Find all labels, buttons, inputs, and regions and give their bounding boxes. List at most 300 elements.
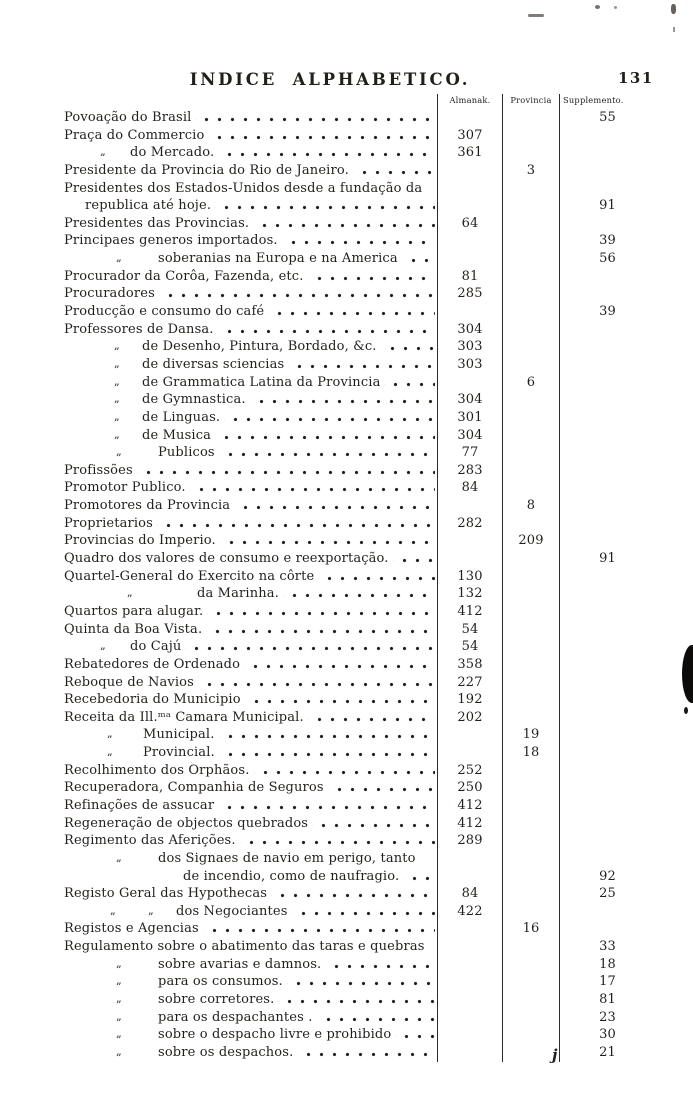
provincia-value	[502, 956, 559, 974]
entry-content	[64, 268, 437, 286]
provincia-value	[502, 832, 559, 850]
index-row	[64, 815, 655, 833]
index-row	[64, 303, 655, 321]
supplemento-value	[559, 832, 655, 850]
provincia-value: 19	[502, 726, 559, 744]
entry-content	[64, 726, 437, 744]
provincia-value	[502, 268, 559, 286]
supplemento-value	[559, 515, 655, 533]
dot-leader	[268, 303, 435, 321]
dot-leader	[318, 568, 435, 586]
supplemento-value	[559, 621, 655, 639]
supplemento-value: 21	[559, 1044, 655, 1062]
entry-label: Quartos para alugar.	[64, 603, 204, 619]
provincia-value	[502, 938, 559, 956]
entry-label: Rebatedores de Ordenado	[64, 656, 241, 672]
index-row	[64, 515, 655, 533]
almanak-value	[437, 250, 502, 268]
entry-content	[64, 144, 437, 162]
provincia-value	[502, 1009, 559, 1027]
index-row	[64, 444, 655, 462]
ditto-mark: „	[116, 1044, 122, 1058]
provincia-value: 3	[502, 162, 559, 180]
supplemento-value: 91	[559, 550, 655, 568]
provincia-value	[502, 409, 559, 427]
dot-leader	[218, 797, 435, 815]
entry-content	[64, 215, 437, 233]
index-row	[64, 903, 655, 921]
index-row	[64, 550, 655, 568]
almanak-value: 130	[437, 568, 502, 586]
index-row	[64, 1026, 655, 1044]
ditto-mark: „	[116, 1027, 122, 1041]
almanak-value	[437, 744, 502, 762]
entry-label: Regimento das Aferições.	[64, 833, 236, 849]
supplemento-value	[559, 638, 655, 656]
entry-content	[64, 585, 437, 603]
ditto-mark: „	[116, 445, 122, 459]
supplemento-value	[559, 391, 655, 409]
entry-content	[64, 497, 437, 515]
dot-leader	[393, 550, 435, 568]
index-row	[64, 321, 655, 339]
supplemento-value: 18	[559, 956, 655, 974]
almanak-value	[437, 920, 502, 938]
supplemento-value: 39	[559, 303, 655, 321]
entry-label: Principaes generos importados.	[64, 233, 278, 249]
entry-content	[64, 479, 437, 497]
supplemento-value	[559, 603, 655, 621]
almanak-value	[437, 991, 502, 1009]
entry-label: Proprietarios	[64, 515, 153, 531]
dot-leader	[328, 779, 435, 797]
entry-label: Procurador da Corôa, Fazenda, etc.	[64, 268, 304, 284]
dot-leader	[218, 144, 435, 162]
index-row	[64, 920, 655, 938]
index-row	[64, 674, 655, 692]
provincia-value	[502, 109, 559, 127]
entry-label: Producção e consumo do café	[64, 304, 265, 320]
entry-label: da Marinha.	[197, 586, 279, 602]
dot-leader	[402, 250, 435, 268]
provincia-value	[502, 427, 559, 445]
dot-leader	[288, 356, 435, 374]
supplemento-value	[559, 427, 655, 445]
entry-content	[64, 973, 437, 991]
index-row	[64, 215, 655, 233]
entry-content	[64, 109, 437, 127]
entry-content	[64, 621, 437, 639]
dot-leader	[308, 268, 435, 286]
almanak-value: 202	[437, 709, 502, 727]
ditto-mark: „	[110, 903, 116, 917]
supplemento-value	[559, 797, 655, 815]
almanak-value: 412	[437, 603, 502, 621]
entry-content	[64, 321, 437, 339]
almanak-value	[437, 938, 502, 956]
index-row	[64, 409, 655, 427]
entry-label: de Grammatica Latina da Provincia	[142, 374, 381, 390]
dot-leader	[218, 321, 435, 339]
dot-leader	[287, 973, 435, 991]
almanak-value: 84	[437, 479, 502, 497]
entry-label: Provincial.	[143, 745, 215, 761]
entry-label: soberanias na Europa e na America	[158, 251, 398, 267]
entry-label: Regeneração de objectos quebrados	[64, 815, 309, 831]
almanak-value: 227	[437, 674, 502, 692]
entry-label: de Musica	[142, 427, 212, 443]
dot-leader	[253, 215, 435, 233]
entry-content	[64, 1009, 437, 1027]
entry-label: Professores de Dansa.	[64, 321, 214, 337]
entry-content	[64, 868, 437, 886]
entry-content	[64, 303, 437, 321]
index-row	[64, 338, 655, 356]
index-row	[64, 656, 655, 674]
entry-content	[64, 409, 437, 427]
index-table	[64, 94, 655, 1062]
provincia-value	[502, 462, 559, 480]
index-row	[64, 638, 655, 656]
supplemento-value	[559, 180, 655, 198]
dot-leader	[250, 391, 435, 409]
almanak-value: 361	[437, 144, 502, 162]
provincia-value	[502, 391, 559, 409]
supplemento-value: 91	[559, 197, 655, 215]
entry-content	[64, 603, 437, 621]
entry-content	[64, 127, 437, 145]
index-row	[64, 850, 655, 868]
almanak-value: 412	[437, 815, 502, 833]
dot-leader	[403, 868, 435, 886]
index-row	[64, 232, 655, 250]
entry-label: Refinações de assucar	[64, 797, 215, 813]
provincia-value	[502, 621, 559, 639]
entry-content	[64, 197, 437, 215]
almanak-value: 422	[437, 903, 502, 921]
entry-label: de Linguas.	[142, 409, 221, 425]
provincia-value	[502, 585, 559, 603]
signature-mark: j	[552, 1046, 558, 1064]
dot-leader	[244, 656, 435, 674]
ditto-mark: „	[148, 903, 154, 917]
entry-label: de diversas sciencias	[142, 356, 285, 372]
provincia-value	[502, 797, 559, 815]
entry-content	[64, 903, 437, 921]
provincia-value	[502, 444, 559, 462]
almanak-value	[437, 973, 502, 991]
dot-leader	[254, 762, 435, 780]
provincia-value	[502, 603, 559, 621]
dot-leader	[278, 991, 435, 1009]
provincia-value	[502, 850, 559, 868]
entry-content	[64, 850, 437, 868]
ditto-mark: „	[116, 850, 122, 864]
dot-leader	[219, 726, 435, 744]
index-row	[64, 956, 655, 974]
dot-leader	[185, 638, 435, 656]
entry-label: Receita da Ill.ᵐᵃ Camara Municipal.	[64, 709, 304, 725]
dot-leader	[245, 691, 435, 709]
dot-leader	[381, 338, 435, 356]
column-header-supplemento: Supplemento.	[559, 94, 655, 109]
ditto-mark: „	[116, 974, 122, 988]
index-row	[64, 621, 655, 639]
index-row	[64, 938, 655, 956]
entry-content	[64, 427, 437, 445]
index-row	[64, 973, 655, 991]
supplemento-value	[559, 744, 655, 762]
supplemento-value	[559, 532, 655, 550]
ditto-mark: „	[114, 427, 120, 441]
dot-leader	[208, 127, 435, 145]
supplemento-value	[559, 920, 655, 938]
index-row	[64, 868, 655, 886]
entry-label: Registos e Agencias	[64, 921, 199, 937]
supplemento-value	[559, 356, 655, 374]
index-row	[64, 391, 655, 409]
entry-content	[64, 550, 437, 568]
entry-label: sobre o despacho livre e prohibido	[158, 1027, 392, 1043]
index-row	[64, 197, 655, 215]
almanak-value: 282	[437, 515, 502, 533]
entry-content	[64, 797, 437, 815]
entry-label: para os consumos.	[158, 974, 283, 990]
ink-speck	[528, 14, 544, 17]
almanak-value	[437, 1026, 502, 1044]
supplemento-value	[559, 409, 655, 427]
entry-content	[64, 338, 437, 356]
ditto-mark: „	[116, 1009, 122, 1023]
index-row	[64, 779, 655, 797]
almanak-value: 252	[437, 762, 502, 780]
supplemento-value	[559, 762, 655, 780]
entry-content	[64, 656, 437, 674]
almanak-value: 285	[437, 285, 502, 303]
dot-leader	[240, 832, 435, 850]
entry-content	[64, 356, 437, 374]
dot-leader	[215, 427, 435, 445]
almanak-value	[437, 1044, 502, 1062]
provincia-value	[502, 656, 559, 674]
almanak-value: 132	[437, 585, 502, 603]
page-title: INDICE ALPHABETICO.	[189, 70, 471, 89]
entry-label: Profissões	[64, 462, 133, 478]
provincia-value	[502, 638, 559, 656]
dot-leader	[203, 920, 435, 938]
index-row	[64, 532, 655, 550]
supplemento-value	[559, 497, 655, 515]
ditto-mark: „	[116, 251, 122, 265]
index-row	[64, 1009, 655, 1027]
index-row	[64, 162, 655, 180]
provincia-value	[502, 1044, 559, 1062]
entry-label: Quadro dos valores de consumo e reexportação.	[64, 551, 389, 567]
supplemento-value	[559, 162, 655, 180]
ink-blob-small	[684, 707, 688, 714]
supplemento-value	[559, 321, 655, 339]
index-row	[64, 585, 655, 603]
entry-content	[64, 832, 437, 850]
ditto-mark: „	[114, 374, 120, 388]
entry-content	[64, 815, 437, 833]
almanak-value	[437, 180, 502, 198]
almanak-value: 54	[437, 638, 502, 656]
entry-content	[64, 691, 437, 709]
supplemento-value	[559, 338, 655, 356]
index-row	[64, 885, 655, 903]
almanak-value: 304	[437, 321, 502, 339]
index-row	[64, 180, 655, 198]
dot-leader	[317, 1009, 436, 1027]
provincia-value: 16	[502, 920, 559, 938]
supplemento-value	[559, 691, 655, 709]
supplemento-value	[559, 127, 655, 145]
almanak-value: 303	[437, 338, 502, 356]
entry-content	[64, 938, 437, 956]
almanak-value: 289	[437, 832, 502, 850]
index-row	[64, 1044, 655, 1062]
entry-label: Povoação do Brasil	[64, 110, 192, 125]
supplemento-value	[559, 144, 655, 162]
provincia-value	[502, 303, 559, 321]
dot-leader	[271, 885, 435, 903]
provincia-value	[502, 232, 559, 250]
entry-label: Procuradores	[64, 286, 155, 302]
entry-content	[64, 515, 437, 533]
provincia-value	[502, 885, 559, 903]
supplemento-value	[559, 285, 655, 303]
provincia-value	[502, 1026, 559, 1044]
supplemento-value	[559, 479, 655, 497]
almanak-value	[437, 197, 502, 215]
supplemento-value	[559, 585, 655, 603]
index-row	[64, 356, 655, 374]
provincia-value	[502, 691, 559, 709]
entry-label: Presidentes dos Estados-Unidos desde a fundação da	[64, 180, 423, 196]
entry-label: Recuperadora, Companhia de Seguros	[64, 780, 324, 796]
almanak-value	[437, 726, 502, 744]
supplemento-value	[559, 850, 655, 868]
dot-leader	[224, 409, 435, 427]
supplemento-value: 55	[559, 109, 655, 127]
entry-content	[64, 885, 437, 903]
dot-leader	[297, 1044, 435, 1062]
provincia-value	[502, 550, 559, 568]
index-row	[64, 744, 655, 762]
almanak-value: 54	[437, 621, 502, 639]
ink-speck	[673, 27, 675, 32]
entry-content	[64, 568, 437, 586]
ditto-mark: „	[114, 356, 120, 370]
index-row	[64, 109, 655, 127]
almanak-value: 303	[437, 356, 502, 374]
dot-leader	[207, 603, 435, 621]
provincia-value	[502, 215, 559, 233]
entry-label: Presidentes das Provincias.	[64, 215, 250, 231]
entry-content	[64, 250, 437, 268]
supplemento-value	[559, 374, 655, 392]
provincia-value	[502, 674, 559, 692]
supplemento-value: 25	[559, 885, 655, 903]
dot-leader	[308, 709, 435, 727]
table-header-row	[64, 94, 655, 109]
dot-leader	[292, 903, 435, 921]
entry-content	[64, 762, 437, 780]
almanak-value	[437, 374, 502, 392]
provincia-value	[502, 515, 559, 533]
index-row	[64, 250, 655, 268]
provincia-value	[502, 321, 559, 339]
dot-leader	[206, 621, 435, 639]
entry-content	[64, 374, 437, 392]
entry-label: Promotor Publico.	[64, 480, 186, 496]
provincia-value	[502, 973, 559, 991]
dot-leader	[159, 285, 435, 303]
provincia-value	[502, 868, 559, 886]
dot-leader	[195, 109, 435, 127]
entry-label: de Gymnastica.	[142, 392, 246, 408]
index-row	[64, 991, 655, 1009]
supplemento-value	[559, 568, 655, 586]
almanak-value: 301	[437, 409, 502, 427]
almanak-value	[437, 303, 502, 321]
dot-leader	[198, 674, 435, 692]
provincia-value	[502, 762, 559, 780]
almanak-value	[437, 532, 502, 550]
index-row	[64, 832, 655, 850]
almanak-value: 304	[437, 391, 502, 409]
dot-leader	[325, 956, 435, 974]
almanak-value	[437, 162, 502, 180]
supplemento-value	[559, 268, 655, 286]
ditto-mark: „	[116, 992, 122, 1006]
dot-leader	[157, 515, 435, 533]
ditto-mark: „	[107, 745, 113, 759]
entry-label: sobre os despachos.	[158, 1044, 294, 1060]
index-row	[64, 144, 655, 162]
supplemento-value	[559, 726, 655, 744]
supplemento-value: 56	[559, 250, 655, 268]
almanak-value: 412	[437, 797, 502, 815]
index-row	[64, 479, 655, 497]
entry-content	[64, 391, 437, 409]
provincia-value	[502, 338, 559, 356]
supplemento-value: 92	[559, 868, 655, 886]
index-row	[64, 762, 655, 780]
dot-leader	[219, 744, 435, 762]
ditto-mark: „	[127, 586, 133, 600]
entry-content	[64, 638, 437, 656]
ink-speck	[595, 5, 600, 9]
supplemento-value	[559, 709, 655, 727]
entry-content	[64, 991, 437, 1009]
provincia-value	[502, 250, 559, 268]
dot-leader	[395, 1026, 435, 1044]
entry-content	[64, 709, 437, 727]
provincia-value: 6	[502, 374, 559, 392]
ditto-mark: „	[107, 727, 113, 741]
provincia-value: 18	[502, 744, 559, 762]
ditto-mark: „	[116, 956, 122, 970]
dot-leader	[282, 232, 435, 250]
entry-label: Municipal.	[143, 727, 215, 743]
dot-leader	[283, 585, 435, 603]
almanak-value: 84	[437, 885, 502, 903]
provincia-value	[502, 815, 559, 833]
entry-content	[64, 920, 437, 938]
provincia-value	[502, 285, 559, 303]
